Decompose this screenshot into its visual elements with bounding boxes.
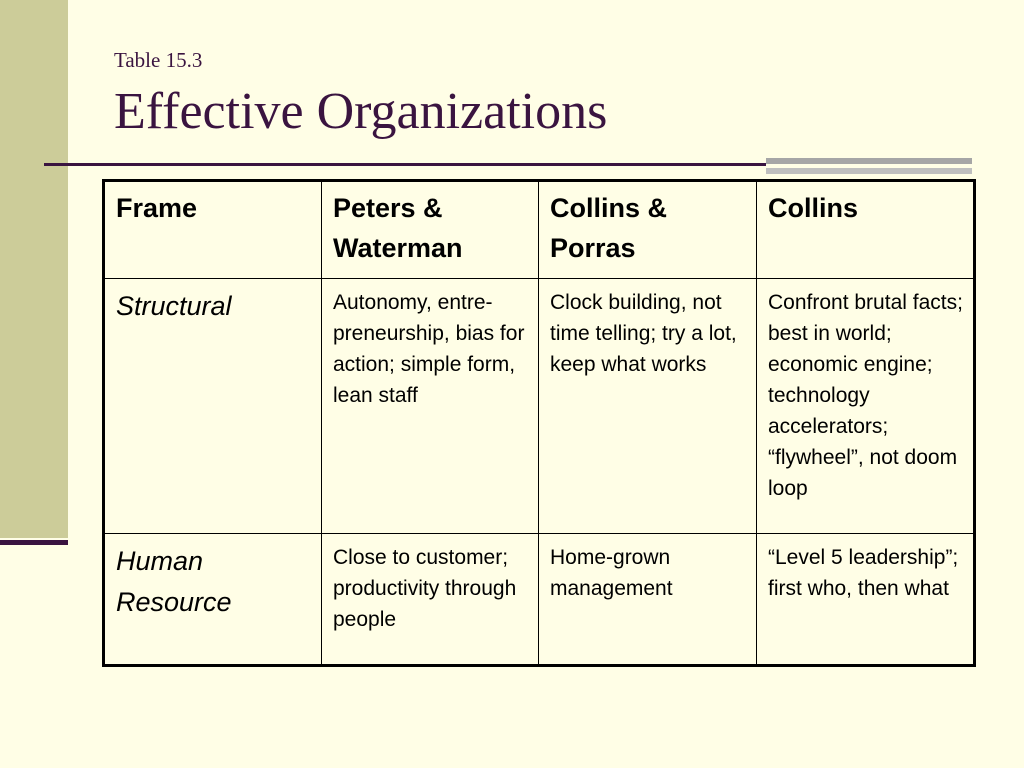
cell-hr-peters-waterman: Close to customer; productivity through people <box>322 534 539 666</box>
cell-hr-collins: “Level 5 leadership”; first who, then what <box>757 534 975 666</box>
left-decorative-rule <box>0 540 68 545</box>
cell-hr-collins-porras: Home-grown management <box>539 534 757 666</box>
title-divider-line <box>44 163 766 166</box>
header-peters-waterman: Peters & Waterman <box>322 181 539 279</box>
left-decorative-strip <box>0 0 68 538</box>
cell-structural-collins-porras: Clock building, not time telling; try a lot, keep what works <box>539 279 757 534</box>
accent-bar-lower <box>766 168 972 174</box>
table-row-human-resource <box>104 534 975 666</box>
cell-structural-peters-waterman: Autonomy, entre-preneurship, bias for action; simple form, lean staff <box>322 279 539 534</box>
header-collins-porras: Collins & Porras <box>539 181 757 279</box>
header-collins: Collins <box>757 181 975 279</box>
table-number-label: Table 15.3 <box>114 48 203 72</box>
accent-bar-upper <box>766 158 972 164</box>
header-frame: Frame <box>104 181 322 279</box>
effective-organizations-table <box>102 179 976 667</box>
frame-cell-human-resource: Human Resource <box>104 534 322 666</box>
frame-cell-structural: Structural <box>104 279 322 534</box>
table-header-row <box>104 181 975 279</box>
cell-structural-collins: Confront brutal facts; best in world; economic engine; technology accelerators; “flywheel”, not doom loop <box>757 279 975 534</box>
table-row-structural <box>104 279 975 534</box>
slide-title: Effective Organizations <box>114 83 608 140</box>
accent-bars <box>766 158 972 178</box>
